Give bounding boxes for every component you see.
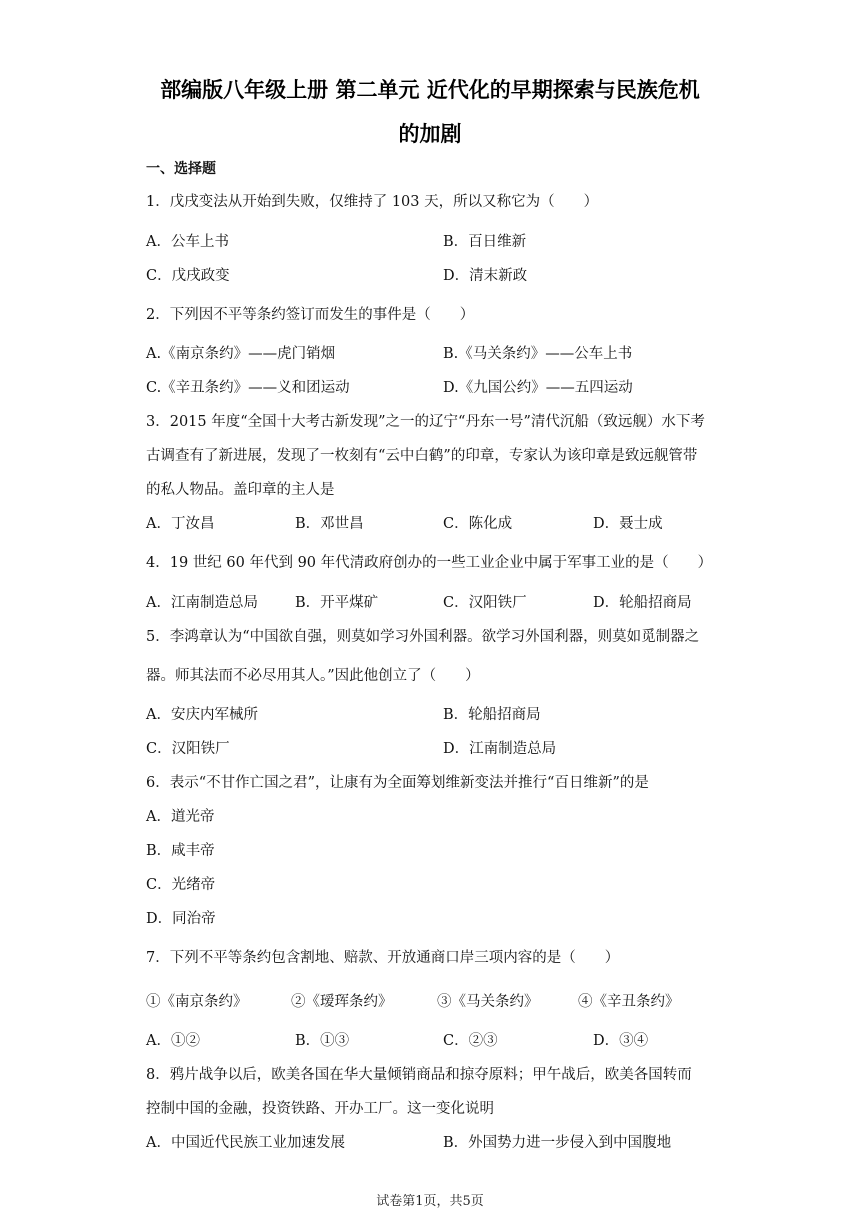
question-2-stem: 2．下列因不平等条约签订而发生的事件是（ ）: [146, 307, 475, 323]
question-7-option-c: C．②③: [443, 1033, 498, 1049]
question-6-stem: 6．表示“不甘作亡国之君”，让康有为全面筹划维新变法并推行“百日维新”的是: [146, 775, 649, 791]
question-2-option-d: D.《九国公约》——五四运动: [443, 380, 633, 396]
question-4-option-d: D．轮船招商局: [593, 595, 692, 611]
question-8-stem-line-2: 控制中国的金融，投资铁路、开办工厂。这一变化说明: [146, 1101, 494, 1117]
question-3-option-b: B．邓世昌: [295, 516, 364, 532]
question-2-option-c: C.《辛丑条约》——义和团运动: [146, 380, 350, 396]
question-4-option-b: B．开平煤矿: [295, 595, 379, 611]
question-1-stem: 1．戊戌变法从开始到失败，仅维持了 103 天，所以又称它为（ ）: [146, 194, 599, 210]
page-footer: 试卷第1页，共5页: [376, 1194, 484, 1209]
question-7-item-4: ④《辛丑条约》: [578, 994, 680, 1010]
question-1-option-c: C．戊戌政变: [146, 268, 230, 284]
question-7-item-3: ③《马关条约》: [437, 994, 539, 1010]
question-1-option-a: A．公车上书: [146, 234, 229, 250]
question-7-option-a: A．①②: [146, 1033, 200, 1049]
question-5-option-c: C．汉阳铁厂: [146, 741, 230, 757]
question-7-item-2: ②《瑷珲条约》: [291, 994, 393, 1010]
question-8-option-a: A．中国近代民族工业加速发展: [146, 1135, 345, 1151]
question-4-option-c: C．汉阳铁厂: [443, 595, 527, 611]
question-2-option-b: B.《马关条约》——公车上书: [443, 346, 633, 362]
question-8-stem-line-1: 8．鸦片战争以后，欧美各国在华大量倾销商品和掠夺原料；甲午战后，欧美各国转而: [146, 1067, 692, 1083]
question-6-option-a: A．道光帝: [146, 809, 215, 825]
question-4-option-a: A．江南制造总局: [146, 595, 258, 611]
question-5-stem-line-2: 器。师其法而不必尽用其人。”因此他创立了（ ）: [146, 668, 480, 684]
section-heading: 一、选择题: [146, 161, 216, 177]
question-3-stem-line-3: 的私人物品。盖印章的主人是: [146, 482, 335, 498]
question-6-option-b: B．咸丰帝: [146, 843, 215, 859]
question-2-option-a: A.《南京条约》——虎门销烟: [146, 346, 336, 362]
question-3-option-d: D．聂士成: [593, 516, 663, 532]
question-3-stem-line-2: 古调查有了新进展，发现了一枚刻有“云中白鹤”的印章，专家认为该印章是致远舰管带: [146, 448, 698, 464]
question-5-option-b: B．轮船招商局: [443, 707, 541, 723]
question-7-stem: 7．下列不平等条约包含割地、赔款、开放通商口岸三项内容的是（ ）: [146, 950, 620, 966]
page-title: 部编版八年级上册 第二单元 近代化的早期探索与民族危机: [160, 78, 700, 102]
question-8-option-b: B．外国势力进一步侵入到中国腹地: [443, 1135, 672, 1151]
question-5-stem-line-1: 5．李鸿章认为“中国欲自强，则莫如学习外国利器。欲学习外国利器，则莫如觅制器之: [146, 629, 700, 645]
question-3-option-a: A．丁汝昌: [146, 516, 215, 532]
page-title-continued: 的加剧: [398, 122, 462, 146]
question-6-option-c: C．光绪帝: [146, 877, 216, 893]
question-1-option-b: B．百日维新: [443, 234, 527, 250]
question-6-option-d: D．同治帝: [146, 911, 216, 927]
question-1-option-d: D．清末新政: [443, 268, 528, 284]
question-7-option-b: B．①③: [295, 1033, 350, 1049]
question-7-option-d: D．③④: [593, 1033, 649, 1049]
question-3-stem-line-1: 3．2015 年度“全国十大考古新发现”之一的辽宁“丹东一号”清代沉船（致远舰）水下考: [146, 414, 705, 430]
question-5-option-d: D．江南制造总局: [443, 741, 557, 757]
question-4-stem: 4．19 世纪 60 年代到 90 年代清政府创办的一些工业企业中属于军事工业的是（ ）: [146, 555, 713, 571]
question-7-item-1: ①《南京条约》: [146, 994, 248, 1010]
question-3-option-c: C．陈化成: [443, 516, 513, 532]
question-5-option-a: A．安庆内军械所: [146, 707, 258, 723]
